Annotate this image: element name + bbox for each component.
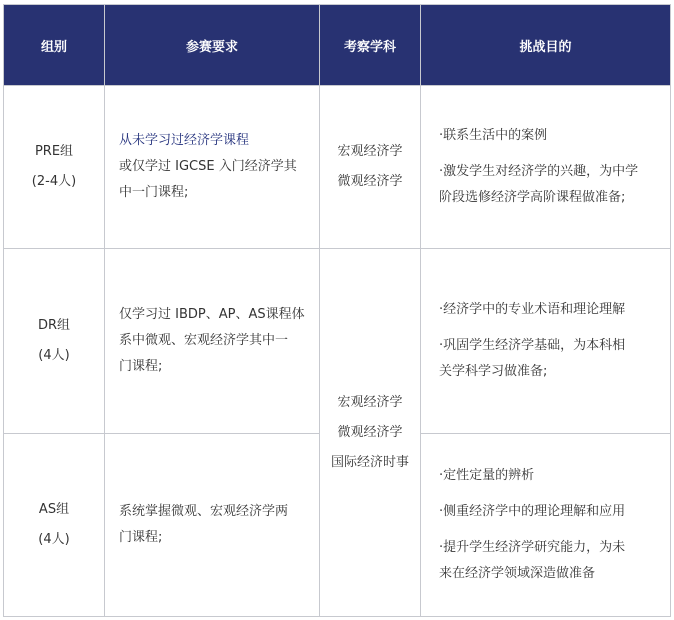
subject-line: 微观经济学 [337,424,403,440]
header-goals: 挑战目的 [421,5,671,86]
header-subjects: 考察学科 [320,5,421,86]
table-row-pre [4,86,671,249]
header-group: 组别 [4,5,105,86]
requirement-line: 中一门课程; [119,185,189,200]
goal-item: ·提升学生经济学研究能力，为未 来在经济学领域深造做准备 [439,540,626,581]
goals-cell [421,434,671,617]
subject-line: 宏观经济学 [337,144,403,159]
header-requirement: 参赛要求 [105,5,320,86]
shared-subjects-cell [320,249,421,617]
group-name: PRE组 [34,144,74,159]
goal-item: ·激发学生对经济学的兴趣，为中学 阶段选修经济学高阶课程做准备; [439,164,639,205]
requirement-line: 系中微观、宏观经济学其中一 [119,333,289,348]
group-cell [4,249,105,434]
goal-item: ·定性定量的辨析 [439,468,535,483]
requirement-line: 门课程; [119,359,163,374]
subject-line: 宏观经济学 [337,394,403,410]
group-size: (2-4人) [31,174,77,189]
requirement-cell [105,249,320,434]
goal-item: ·侧重经济学中的理论理解和应用 [439,504,626,519]
requirement-line: 或仅学过 IGCSE 入门经济学其 [119,159,297,174]
group-cell [4,86,105,249]
goals-cell [421,249,671,434]
goal-item: ·联系生活中的案例 [439,128,548,143]
table-row-dr [4,249,671,434]
requirement-line: 门课程; [119,530,163,545]
requirement-line: 系统掌握微观、宏观经济学两 [119,504,289,519]
group-name: DR组 [37,318,71,333]
subject-line: 国际经济时事 [330,454,409,470]
requirement-line: 仅学习过 IBDP、AP、AS课程体 [119,307,305,322]
requirement-cell [105,86,320,249]
subject-line: 微观经济学 [337,174,403,189]
requirement-line: 从未学习过经济学课程 [119,133,250,148]
goal-item: ·经济学中的专业术语和理论理解 [439,302,626,317]
competition-group-table [3,4,671,617]
goal-item: ·巩固学生经济学基础，为本科相 关学科学习做准备; [439,338,626,379]
group-size: (4人) [38,348,70,363]
requirement-cell [105,434,320,617]
subjects-cell [320,86,421,249]
group-cell [4,434,105,617]
group-name: AS组 [38,502,70,517]
table-header-row [4,5,671,86]
group-size: (4人) [38,532,70,547]
goals-cell [421,86,671,249]
